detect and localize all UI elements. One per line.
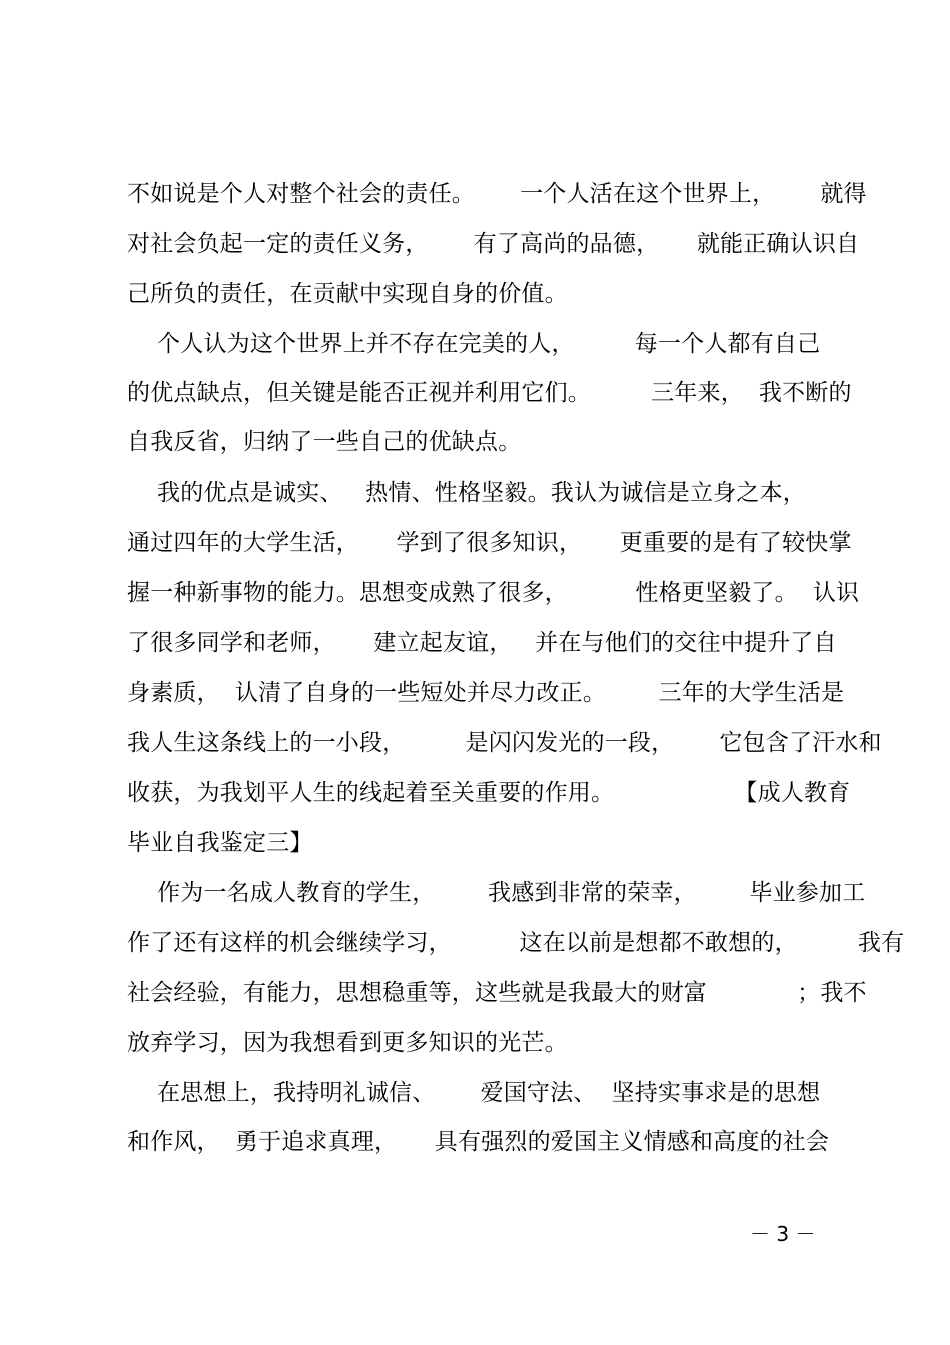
text-line: 我人生这条线上的一小段， 是闪闪发光的一段， 它包含了汗水和 xyxy=(127,730,882,756)
text-line: 了很多同学和老师， 建立起友谊， 并在与他们的交往中提升了自 xyxy=(127,630,837,656)
text-line: 毕业自我鉴定三】 xyxy=(127,830,313,856)
text-line: 我的优点是诚实、 热情、性格坚毅。我认为诚信是立身之本， xyxy=(127,480,806,506)
text-line: 在思想上，我持明礼诚信、 爱国守法、 坚持实事求是的思想 xyxy=(127,1080,821,1106)
text-line: 通过四年的大学生活， 学到了很多知识， 更重要的是有了较快掌 xyxy=(127,530,852,556)
text-line: 自我反省，归纳了一些自己的优缺点。 xyxy=(127,429,522,455)
text-line: 收获，为我划平人生的线起着至关重要的作用。 【成人教育 xyxy=(127,780,851,806)
text-line: 身素质， 认清了自身的一些短处并尽力改正。 三年的大学生活是 xyxy=(127,680,845,706)
text-line: 己所负的责任，在贡献中实现自身的价值。 xyxy=(127,281,568,307)
text-line: 作了还有这样的机会继续学习， 这在以前是想都不敢想的， 我有 xyxy=(127,930,905,956)
page-number: － 3 － xyxy=(750,1222,816,1246)
text-line: 握一种新事物的能力。思想变成熟了很多， 性格更坚毅了。 认识 xyxy=(127,580,860,606)
text-line: 个人认为这个世界上并不存在完美的人， 每一个人都有自己 xyxy=(127,331,821,357)
text-line: 放弃学习，因为我想看到更多知识的光芒。 xyxy=(127,1030,568,1056)
text-line: 和作风， 勇于追求真理， 具有强烈的爱国主义情感和高度的社会 xyxy=(127,1129,830,1155)
text-line: 社会经验，有能力，思想稳重等，这些就是我最大的财富 ；我不 xyxy=(127,980,867,1006)
text-line: 不如说是个人对整个社会的责任。 一个人活在这个世界上， 就得 xyxy=(127,181,867,207)
text-line: 作为一名成人教育的学生， 我感到非常的荣幸， 毕业参加工 xyxy=(127,880,866,906)
text-line: 对社会负起一定的责任义务， 有了高尚的品德， 就能正确认识自 xyxy=(127,231,860,257)
text-line: 的优点缺点，但关键是能否正视并利用它们。 三年来， 我不断的 xyxy=(127,380,852,406)
